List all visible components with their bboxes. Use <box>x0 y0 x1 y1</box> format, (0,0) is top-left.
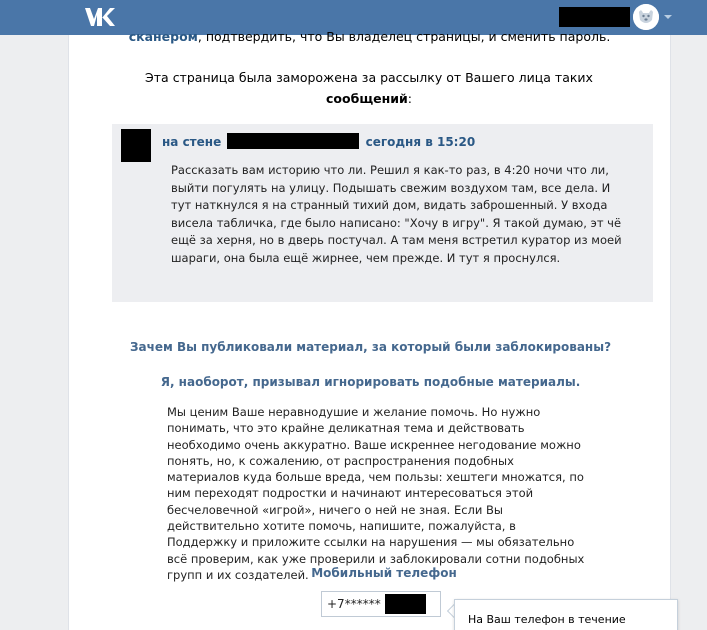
dog-avatar-icon[interactable] <box>633 4 659 30</box>
notice-top-text: , подтвердить, что Вы владелец страницы, и сменить пароль. <box>197 29 611 44</box>
frozen-colon: : <box>407 91 412 106</box>
phone-tooltip <box>454 599 678 630</box>
redacted-phone-digits <box>385 594 426 614</box>
appeal-question: Зачем Вы публиковали материал, за который были заблокированы? <box>129 340 612 354</box>
appeal-answer[interactable]: Я, наоборот, призывал игнорировать подобные материалы. <box>160 375 581 389</box>
post-location-link[interactable]: на стене <box>162 135 222 149</box>
post-author-avatar-redacted[interactable] <box>121 129 151 162</box>
messages-word: сообщений <box>326 91 408 106</box>
redacted-username[interactable] <box>559 7 630 27</box>
tooltip-text: На Ваш телефон в течение <box>468 613 626 626</box>
quoted-post <box>112 124 653 302</box>
post-time-link[interactable]: сегодня в 15:20 <box>365 135 476 149</box>
post-text: Рассказать вам историю что ли. Решил я как-то раз, в 4:20 ночи что ли, выйти погулять на улицу. Подышать свежим воздухом там, все дела. И тут наткнулся я на странный тихий дом, видать заброшенный. У входа висела табличка, где было написано: "Хочу в игру". Я такой думаю, эт чё ещё за херня, но в дверь постучал. А там меня встретил куратор из моей шараги, она была ещё жирнее, чем прежде. И тут я проснулся. <box>171 163 622 265</box>
notice-top-line <box>69 29 670 44</box>
vk-logo-icon[interactable] <box>84 7 116 27</box>
phone-input[interactable] <box>321 591 441 617</box>
phone-value: +7****** <box>327 597 381 611</box>
appeal-explanation: Мы ценим Ваше неравнодушие и желание помочь. Но нужно понимать, что это крайне деликатная тема и действовать необходимо очень аккуратно. Ваше искреннее негодование можно понять, но, к сожалению, от распространения подобных материалов куда больше вреда, чем пользы: хештеги множатся, по ним переходят подростки и начинают интересоваться этой бесчеловечной «игрой», ничего о ней не зная. Если Вы действительно хотите помочь, напишите, пожалуйста, в Поддержку и приложите ссылки на нарушения — мы обязательно всё проверим, как уже проверили и заблокировали сотни подобных групп и их создателей. <box>167 405 585 582</box>
post-header <box>162 133 475 149</box>
frozen-message <box>129 67 609 109</box>
caret-down-icon[interactable] <box>664 15 672 19</box>
phone-label: Мобильный телефон <box>311 566 457 580</box>
redacted-wall-owner <box>227 133 359 149</box>
frozen-line-2 <box>129 88 609 109</box>
scanner-link[interactable]: сканером <box>128 29 198 44</box>
frozen-line: Эта страница была заморожена за рассылку от Вашего лица таких <box>145 70 593 85</box>
content-panel <box>68 29 671 630</box>
